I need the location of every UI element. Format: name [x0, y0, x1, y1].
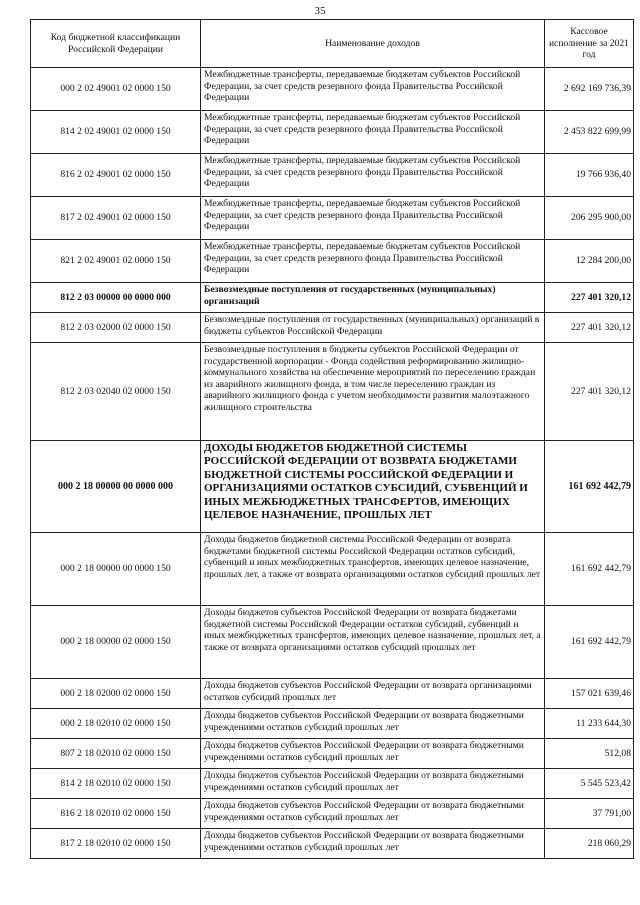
page-number: 35: [314, 5, 326, 17]
row-name: Межбюджетные трансферты, передаваемые бюджетам субъектов Российской Федерации, за счет средств резервного фонда Правительства Российской Федерации: [201, 240, 545, 283]
row-code: 817 2 18 02010 02 0000 150: [31, 829, 201, 859]
row-name: Доходы бюджетов субъектов Российской Федерации от возврата бюджетами бюджетной системы Российской Федерации остатков субсидий, субвенций и иных межбюджетных трансфертов, имеющих целевое назначение, прошлых лет, а также от возврата организациями остатков субсидий прошлых лет: [201, 606, 545, 679]
row-amount: 2 692 169 736,39: [545, 68, 634, 111]
row-amount: 512,08: [545, 739, 634, 769]
table-header-row: [31, 20, 634, 68]
row-code: 814 2 18 02010 02 0000 150: [31, 769, 201, 799]
header-code: Код бюджетной классификации Российской Федерации: [31, 20, 201, 68]
row-name: Доходы бюджетов субъектов Российской Федерации от возврата бюджетными учреждениями остатков субсидий прошлых лет: [201, 829, 545, 859]
table-row: [31, 739, 634, 769]
row-name: Межбюджетные трансферты, передаваемые бюджетам субъектов Российской Федерации, за счет средств резервного фонда Правительства Российской Федерации: [201, 197, 545, 240]
row-code: 821 2 02 49001 02 0000 150: [31, 240, 201, 283]
table-row: [31, 709, 634, 739]
row-code: 812 2 03 02040 02 0000 150: [31, 343, 201, 441]
row-name: Безвозмездные поступления в бюджеты субъектов Российской Федерации от государственной корпорации - Фонда содействия реформированию жилищно-коммунального хозяйства на обеспечение мероприятий по переселению граждан из аварийного жилищного фонда, в том числе переселению граждан из аварийного жилищного фонда с учетом необходимости развития малоэтажного жилищного строительства: [201, 343, 545, 441]
row-amount: 161 692 442,79: [545, 533, 634, 606]
row-code: 812 2 03 00000 00 0000 000: [31, 283, 201, 313]
row-name: Доходы бюджетов субъектов Российской Федерации от возврата бюджетными учреждениями остатков субсидий прошлых лет: [201, 739, 545, 769]
header-amount: Кассовое исполнение за 2021 год: [545, 20, 634, 68]
row-code: 000 2 18 02000 02 0000 150: [31, 679, 201, 709]
table-row: [31, 769, 634, 799]
table-row: [31, 533, 634, 606]
row-code: 000 2 18 00000 02 0000 150: [31, 606, 201, 679]
row-name: Безвозмездные поступления от государственных (муниципальных) организаций в бюджеты субъектов Российской Федерации: [201, 313, 545, 343]
row-name: Доходы бюджетов субъектов Российской Федерации от возврата бюджетными учреждениями остатков субсидий прошлых лет: [201, 799, 545, 829]
row-name: Доходы бюджетов субъектов Российской Федерации от возврата бюджетными учреждениями остатков субсидий прошлых лет: [201, 769, 545, 799]
row-amount: 218 060,29: [545, 829, 634, 859]
row-code: 000 2 18 00000 00 0000 000: [31, 441, 201, 533]
row-amount: 37 791,00: [545, 799, 634, 829]
row-code: 816 2 02 49001 02 0000 150: [31, 154, 201, 197]
table-row: [31, 154, 634, 197]
row-amount: 227 401 320,12: [545, 313, 634, 343]
row-code: 817 2 02 49001 02 0000 150: [31, 197, 201, 240]
table-row: [31, 606, 634, 679]
row-amount: 12 284 200,00: [545, 240, 634, 283]
row-code: 000 2 18 02010 02 0000 150: [31, 709, 201, 739]
row-amount: 206 295 900,00: [545, 197, 634, 240]
row-name: Безвозмездные поступления от государственных (муниципальных) организаций: [201, 283, 545, 313]
table-row: [31, 68, 634, 111]
row-amount: 2 453 822 699,99: [545, 111, 634, 154]
table-row: [31, 283, 634, 313]
row-amount: 5 545 523,42: [545, 769, 634, 799]
header-name: Наименование доходов: [201, 20, 545, 68]
row-code: 812 2 03 02000 02 0000 150: [31, 313, 201, 343]
row-amount: 161 692 442,79: [545, 606, 634, 679]
table-row: [31, 441, 634, 533]
table-body: [31, 68, 634, 859]
row-code: 000 2 02 49001 02 0000 150: [31, 68, 201, 111]
table-row: [31, 799, 634, 829]
income-table: [30, 19, 634, 859]
row-name: Межбюджетные трансферты, передаваемые бюджетам субъектов Российской Федерации, за счет средств резервного фонда Правительства Российской Федерации: [201, 111, 545, 154]
row-name: ДОХОДЫ БЮДЖЕТОВ БЮДЖЕТНОЙ СИСТЕМЫ РОССИЙСКОЙ ФЕДЕРАЦИИ ОТ ВОЗВРАТА БЮДЖЕТАМИ БЮДЖЕТНОЙ СИСТЕМЫ РОССИЙСКОЙ ФЕДЕРАЦИИ И ОРГАНИЗАЦИЯМИ ОСТАТКОВ СУБСИДИЙ, СУБВЕНЦИЙ И ИНЫХ МЕЖБЮДЖЕТНЫХ ТРАНСФЕРТОВ, ИМЕЮЩИХ ЦЕЛЕВОЕ НАЗНАЧЕНИЕ, ПРОШЛЫХ ЛЕТ: [201, 441, 545, 533]
row-name: Межбюджетные трансферты, передаваемые бюджетам субъектов Российской Федерации, за счет средств резервного фонда Правительства Российской Федерации: [201, 68, 545, 111]
row-code: 807 2 18 02010 02 0000 150: [31, 739, 201, 769]
row-amount: 157 021 639,46: [545, 679, 634, 709]
row-name: Межбюджетные трансферты, передаваемые бюджетам субъектов Российской Федерации, за счет средств резервного фонда Правительства Российской Федерации: [201, 154, 545, 197]
table-row: [31, 197, 634, 240]
table-row: [31, 343, 634, 441]
row-name: Доходы бюджетов бюджетной системы Российской Федерации от возврата бюджетами бюджетной системы Российской Федерации остатков субсидий, субвенций и иных межбюджетных трансфертов, имеющих целевое назначение, прошлых лет, а также от возврата организациями остатков субсидий прошлых лет: [201, 533, 545, 606]
row-code: 814 2 02 49001 02 0000 150: [31, 111, 201, 154]
row-amount: 11 233 644,30: [545, 709, 634, 739]
row-amount: 19 766 936,40: [545, 154, 634, 197]
row-code: 816 2 18 02010 02 0000 150: [31, 799, 201, 829]
table-row: [31, 679, 634, 709]
row-amount: 227 401 320,12: [545, 283, 634, 313]
table-row: [31, 240, 634, 283]
row-amount: 161 692 442,79: [545, 441, 634, 533]
row-amount: 227 401 320,12: [545, 343, 634, 441]
table-row: [31, 829, 634, 859]
table-row: [31, 313, 634, 343]
row-name: Доходы бюджетов субъектов Российской Федерации от возврата бюджетными учреждениями остатков субсидий прошлых лет: [201, 709, 545, 739]
row-code: 000 2 18 00000 00 0000 150: [31, 533, 201, 606]
row-name: Доходы бюджетов субъектов Российской Федерации от возврата организациями остатков субсидий прошлых лет: [201, 679, 545, 709]
table-row: [31, 111, 634, 154]
